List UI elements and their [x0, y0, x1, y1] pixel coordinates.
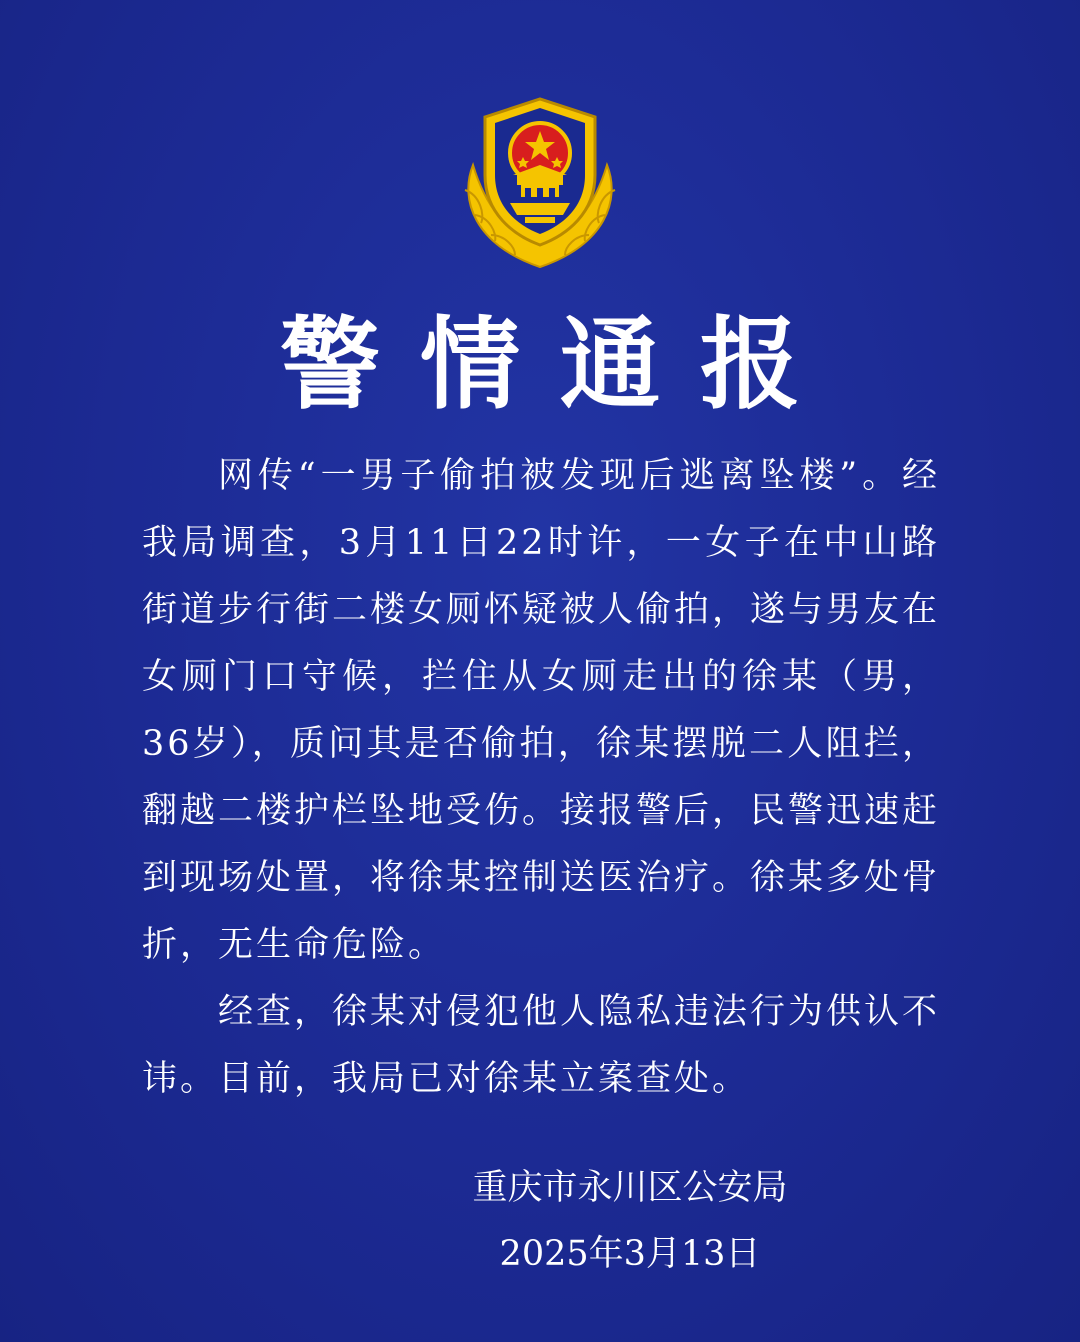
- signature-block: [430, 1155, 830, 1287]
- notice-body: [142, 443, 940, 1113]
- police-emblem-icon: [455, 95, 625, 270]
- issue-date: 2025年3月13日: [499, 1234, 761, 1274]
- notice-paragraph: 网传“一男子偷拍被发现后逃离坠楼”。经我局调查，3月11日22时许，一女子在中山路街道步行街二楼女厕怀疑被人偷拍，遂与男友在女厕门口守候，拦住从女厕走出的徐某（男，36岁），质问其是否偷拍，徐某摆脱二人阻拦，翻越二楼护栏坠地受伤。接报警后，民警迅速赶到现场处置，将徐某控制送医治疗。徐某多处骨折，无生命危险。: [142, 456, 941, 965]
- issuer-name: 重庆市永川区公安局: [472, 1168, 788, 1208]
- page-title: 警情通报: [280, 306, 840, 423]
- notice-paragraph: 经查，徐某对侵犯他人隐私违法行为供认不讳。目前，我局已对徐某立案查处。: [142, 992, 941, 1099]
